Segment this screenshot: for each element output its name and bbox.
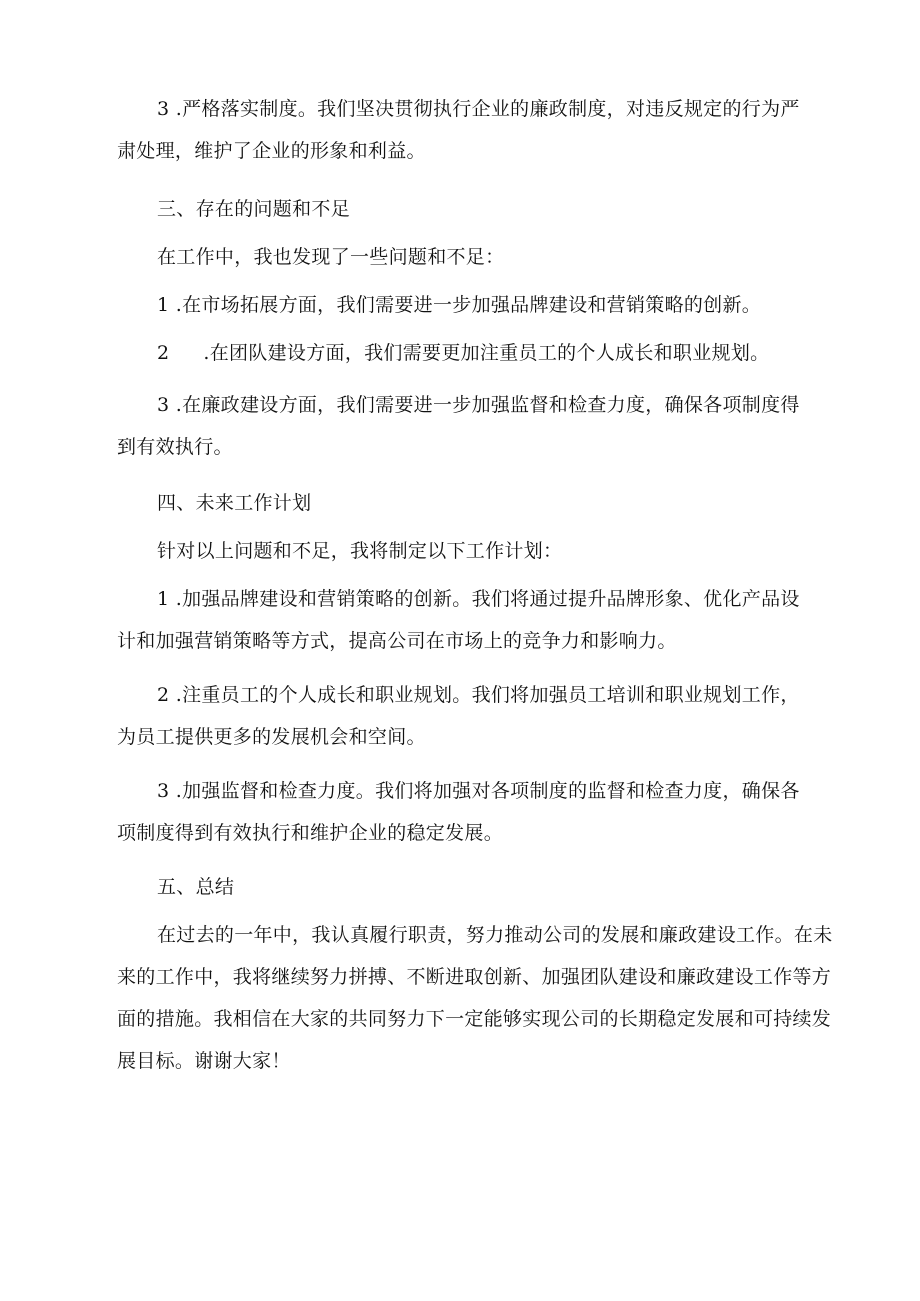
paragraph-text: 针对以上问题和不足，我将制定以下工作计划： [157,540,563,562]
paragraph-summary [117,914,833,1082]
paragraph-text: 2 .注重员工的个人成长和职业规划。我们将加强员工培训和职业规划工作，为员工提供更多的发展机会和空间。 [117,684,800,748]
section-heading-summary [117,866,817,908]
paragraph-text: 在工作中，我也发现了一些问题和不足： [157,246,505,268]
paragraph-text: 在过去的一年中，我认真履行职责，努力推动公司的发展和廉政建设工作。在未来的工作中，我将继续努力拼搏、不断进取创新、加强团队建设和廉政建设工作等方面的措施。我相信在大家的共同努力下一定能够实现公司的长期稳定发展和可持续发展目标。谢谢大家！ [117,924,833,1072]
paragraph-text: .在团队建设方面，我们需要更加注重员工的个人成长和职业规划。 [203,342,770,364]
paragraph-plan-intro [117,530,817,572]
paragraph-plan-brand [117,578,817,662]
heading-text: 四、未来工作计划 [157,492,312,514]
paragraph-text: 3 .在廉政建设方面，我们需要进一步加强监督和检查力度，确保各项制度得到有效执行。 [117,394,800,458]
paragraph-plan-staff [117,674,817,758]
paragraph-text: 1 .在市场拓展方面，我们需要进一步加强品牌建设和营销策略的创新。 [157,294,762,316]
paragraph-text: 1 .加强品牌建设和营销策略的创新。我们将通过提升品牌形象、优化产品设计和加强营销策略等方式，提高公司在市场上的竞争力和影响力。 [117,588,800,652]
paragraph-strict-implementation [117,88,817,172]
paragraph-problem-integrity [117,384,817,468]
paragraph-problem-market [117,284,817,326]
section-heading-problems [117,188,817,230]
heading-text: 五、总结 [157,876,235,898]
paragraph-text: 3 .严格落实制度。我们坚决贯彻执行企业的廉政制度，对违反规定的行为严肃处理，维护了企业的形象和利益。 [117,98,800,162]
heading-text: 三、存在的问题和不足 [157,198,351,220]
paragraph-text: 3 .加强监督和检查力度。我们将加强对各项制度的监督和检查力度，确保各项制度得到有效执行和维护企业的稳定发展。 [117,780,800,844]
paragraph-problems-intro [117,236,817,278]
section-heading-future-plan [117,482,817,524]
list-number: 2 [157,342,170,364]
paragraph-problem-team [117,332,817,374]
paragraph-plan-supervision [117,770,817,854]
